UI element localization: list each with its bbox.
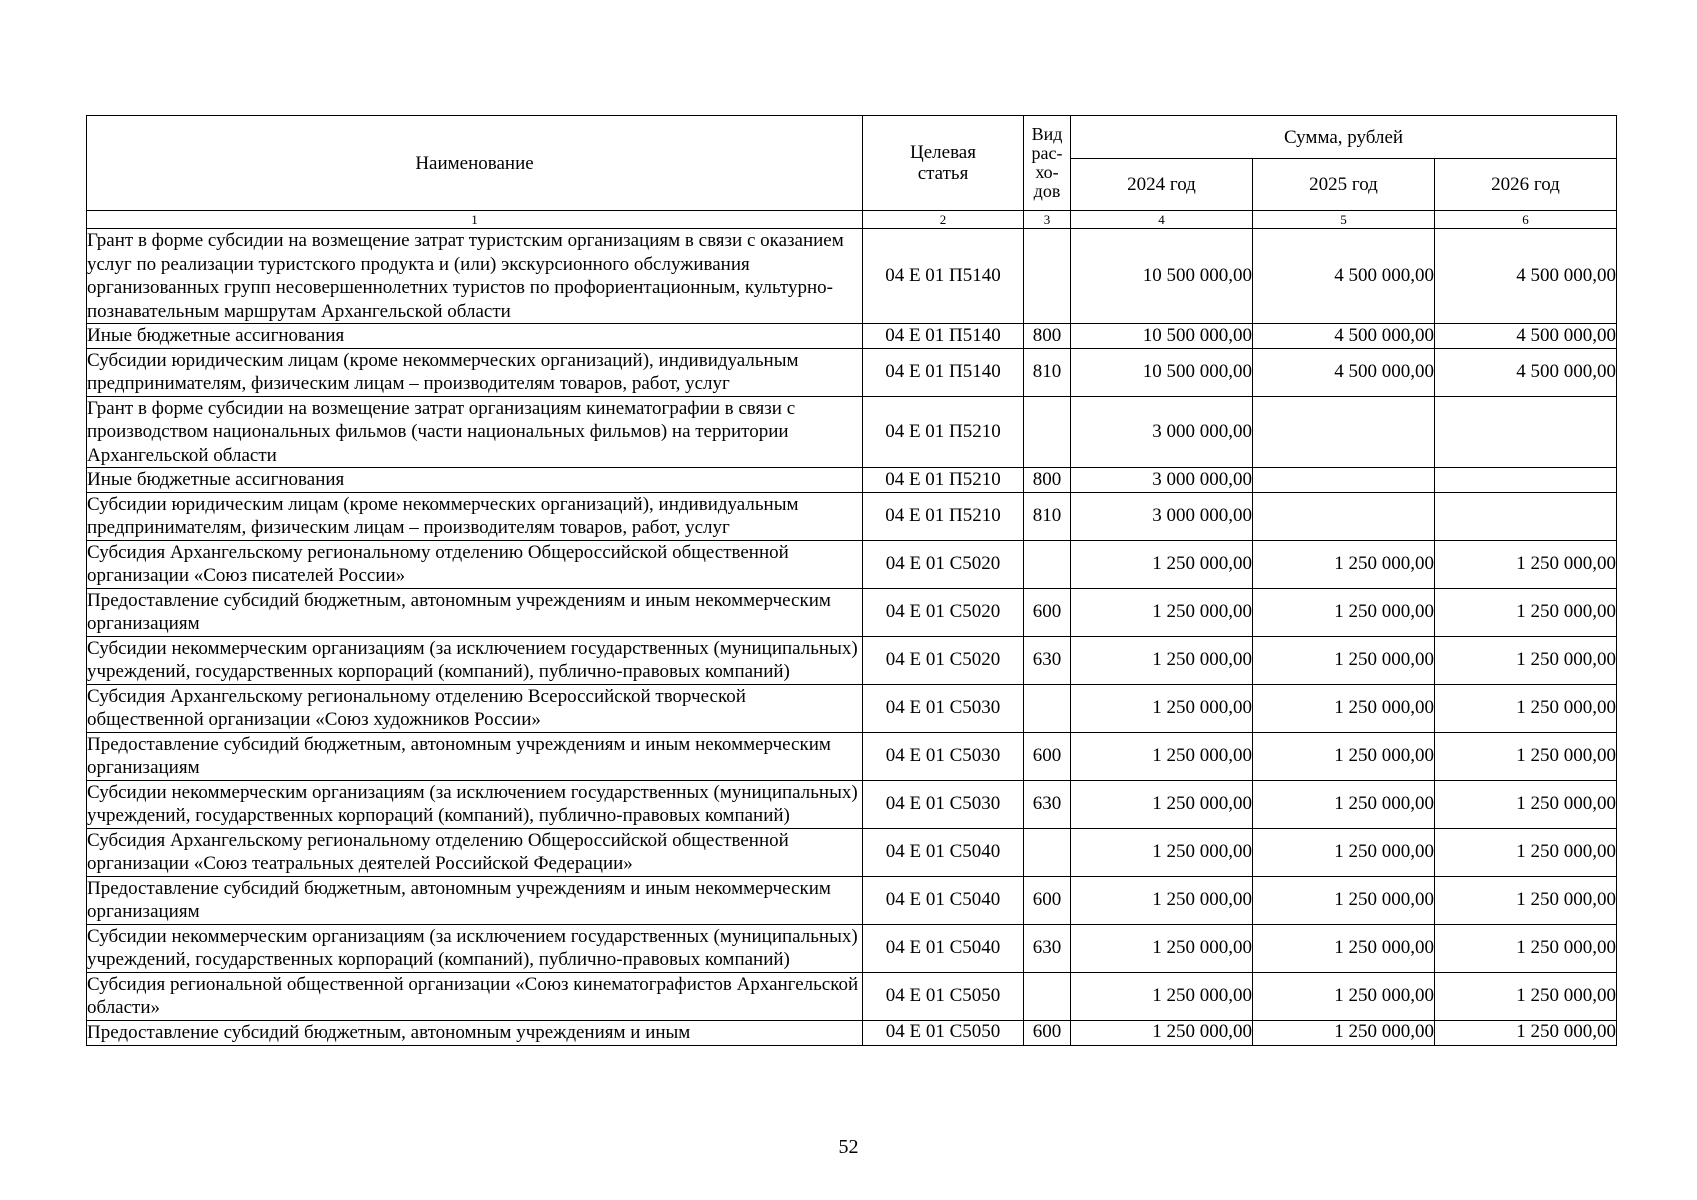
- table-row: [87, 492, 1617, 540]
- row-amount-2025: 4 500 000,00: [1253, 324, 1435, 349]
- row-name: Субсидия Архангельскому региональному отделению Общероссийской общественной организации «Союз писателей России»: [87, 540, 863, 588]
- row-expense-type: 800: [1024, 468, 1071, 493]
- row-target-code: 04 Е 01 С5020: [863, 588, 1024, 636]
- row-amount-2026: 1 250 000,00: [1435, 684, 1617, 732]
- table-body: [87, 229, 1617, 1046]
- column-number: 5: [1253, 211, 1435, 229]
- row-expense-type: 630: [1024, 636, 1071, 684]
- row-amount-2025: 4 500 000,00: [1253, 348, 1435, 396]
- row-target-code: 04 Е 01 С5050: [863, 972, 1024, 1020]
- table-row: [87, 1020, 1617, 1045]
- row-amount-2025: 1 250 000,00: [1253, 732, 1435, 780]
- row-amount-2024: 1 250 000,00: [1071, 780, 1253, 828]
- row-expense-type: [1024, 828, 1071, 876]
- row-amount-2024: 1 250 000,00: [1071, 540, 1253, 588]
- row-amount-2026: 1 250 000,00: [1435, 876, 1617, 924]
- header-target: Целевая статья: [863, 116, 1024, 211]
- table-row: [87, 732, 1617, 780]
- row-expense-type: 630: [1024, 780, 1071, 828]
- row-amount-2024: 1 250 000,00: [1071, 732, 1253, 780]
- row-expense-type: 600: [1024, 588, 1071, 636]
- row-amount-2025: 1 250 000,00: [1253, 780, 1435, 828]
- budget-table: [86, 115, 1617, 1046]
- table-row: [87, 780, 1617, 828]
- table-row: [87, 972, 1617, 1020]
- row-name: Иные бюджетные ассигнования: [87, 468, 863, 493]
- table-row: [87, 924, 1617, 972]
- row-name: Предоставление субсидий бюджетным, автономным учреждениям и иным некоммерческим организациям: [87, 876, 863, 924]
- row-target-code: 04 Е 01 П5210: [863, 492, 1024, 540]
- table-row: [87, 348, 1617, 396]
- row-amount-2026: 4 500 000,00: [1435, 348, 1617, 396]
- row-name: Иные бюджетные ассигнования: [87, 324, 863, 349]
- row-amount-2025: 1 250 000,00: [1253, 924, 1435, 972]
- column-number: 1: [87, 211, 863, 229]
- row-amount-2026: 1 250 000,00: [1435, 1020, 1617, 1045]
- row-name: Предоставление субсидий бюджетным, автономным учреждениям и иным: [87, 1020, 863, 1045]
- row-amount-2025: 1 250 000,00: [1253, 1020, 1435, 1045]
- row-expense-type: [1024, 540, 1071, 588]
- row-name: Предоставление субсидий бюджетным, автономным учреждениям и иным некоммерческим организациям: [87, 732, 863, 780]
- row-amount-2025: 1 250 000,00: [1253, 588, 1435, 636]
- row-amount-2025: [1253, 468, 1435, 493]
- column-number: 3: [1024, 211, 1071, 229]
- row-name: Субсидия Архангельскому региональному отделению Общероссийской общественной организации «Союз театральных деятелей Российской Федерации»: [87, 828, 863, 876]
- row-amount-2024: 3 000 000,00: [1071, 492, 1253, 540]
- row-amount-2025: 4 500 000,00: [1253, 229, 1435, 324]
- header-year-2024: 2024 год: [1071, 159, 1253, 211]
- row-amount-2024: 10 500 000,00: [1071, 348, 1253, 396]
- row-amount-2026: 4 500 000,00: [1435, 324, 1617, 349]
- row-expense-type: 600: [1024, 1020, 1071, 1045]
- row-name: Субсидии юридическим лицам (кроме некоммерческих организаций), индивидуальным предпринимателям, физическим лицам – производителям товаров, работ, услуг: [87, 492, 863, 540]
- column-number-row: [87, 211, 1617, 229]
- row-amount-2025: 1 250 000,00: [1253, 684, 1435, 732]
- row-expense-type: 600: [1024, 732, 1071, 780]
- row-amount-2026: 1 250 000,00: [1435, 588, 1617, 636]
- row-target-code: 04 Е 01 С5020: [863, 636, 1024, 684]
- row-expense-type: [1024, 229, 1071, 324]
- row-target-code: 04 Е 01 С5040: [863, 876, 1024, 924]
- row-expense-type: [1024, 972, 1071, 1020]
- row-amount-2026: 1 250 000,00: [1435, 636, 1617, 684]
- row-amount-2024: 1 250 000,00: [1071, 636, 1253, 684]
- row-expense-type: [1024, 396, 1071, 468]
- row-name: Предоставление субсидий бюджетным, автономным учреждениям и иным некоммерческим организациям: [87, 588, 863, 636]
- row-expense-type: 630: [1024, 924, 1071, 972]
- row-amount-2025: 1 250 000,00: [1253, 972, 1435, 1020]
- row-target-code: 04 Е 01 П5140: [863, 348, 1024, 396]
- table-row: [87, 588, 1617, 636]
- row-amount-2025: 1 250 000,00: [1253, 828, 1435, 876]
- row-expense-type: 810: [1024, 492, 1071, 540]
- row-target-code: 04 Е 01 П5210: [863, 468, 1024, 493]
- row-target-code: 04 Е 01 С5040: [863, 924, 1024, 972]
- row-amount-2025: 1 250 000,00: [1253, 636, 1435, 684]
- row-expense-type: 600: [1024, 876, 1071, 924]
- row-amount-2024: 10 500 000,00: [1071, 229, 1253, 324]
- table-row: [87, 876, 1617, 924]
- row-amount-2026: 1 250 000,00: [1435, 924, 1617, 972]
- column-number: 4: [1071, 211, 1253, 229]
- header-name: Наименование: [87, 116, 863, 211]
- row-amount-2024: 1 250 000,00: [1071, 972, 1253, 1020]
- column-number: 2: [863, 211, 1024, 229]
- row-amount-2024: 3 000 000,00: [1071, 396, 1253, 468]
- row-expense-type: [1024, 684, 1071, 732]
- table-row: [87, 540, 1617, 588]
- row-amount-2024: 1 250 000,00: [1071, 1020, 1253, 1045]
- row-amount-2026: 1 250 000,00: [1435, 732, 1617, 780]
- row-amount-2024: 1 250 000,00: [1071, 588, 1253, 636]
- row-target-code: 04 Е 01 П5210: [863, 396, 1024, 468]
- row-amount-2025: [1253, 396, 1435, 468]
- column-number: 6: [1435, 211, 1617, 229]
- row-amount-2024: 1 250 000,00: [1071, 876, 1253, 924]
- row-amount-2026: 1 250 000,00: [1435, 828, 1617, 876]
- header-sum: Сумма, рублей: [1071, 116, 1617, 159]
- row-amount-2026: [1435, 468, 1617, 493]
- row-target-code: 04 Е 01 П5140: [863, 324, 1024, 349]
- header-row: [87, 116, 1617, 159]
- row-expense-type: 810: [1024, 348, 1071, 396]
- header-year-2026: 2026 год: [1435, 159, 1617, 211]
- row-amount-2026: 1 250 000,00: [1435, 540, 1617, 588]
- row-amount-2026: [1435, 492, 1617, 540]
- row-target-code: 04 Е 01 С5030: [863, 780, 1024, 828]
- table-row: [87, 229, 1617, 324]
- row-amount-2024: 1 250 000,00: [1071, 684, 1253, 732]
- row-amount-2026: 1 250 000,00: [1435, 780, 1617, 828]
- row-name: Субсидия региональной общественной организации «Союз кинематографистов Архангельской области»: [87, 972, 863, 1020]
- table-row: [87, 324, 1617, 349]
- row-amount-2024: 1 250 000,00: [1071, 828, 1253, 876]
- row-name: Субсидии юридическим лицам (кроме некоммерческих организаций), индивидуальным предпринимателям, физическим лицам – производителям товаров, работ, услуг: [87, 348, 863, 396]
- row-target-code: 04 Е 01 С5020: [863, 540, 1024, 588]
- table-row: [87, 396, 1617, 468]
- row-target-code: 04 Е 01 С5040: [863, 828, 1024, 876]
- table-row: [87, 468, 1617, 493]
- row-target-code: 04 Е 01 С5030: [863, 684, 1024, 732]
- row-amount-2025: 1 250 000,00: [1253, 876, 1435, 924]
- table-row: [87, 684, 1617, 732]
- row-amount-2024: 1 250 000,00: [1071, 924, 1253, 972]
- row-name: Субсидии некоммерческим организациям (за исключением государственных (муниципальных) учреждений, государственных корпораций (компаний), публично-правовых компаний): [87, 636, 863, 684]
- row-amount-2024: 3 000 000,00: [1071, 468, 1253, 493]
- table-row: [87, 636, 1617, 684]
- row-amount-2026: 4 500 000,00: [1435, 229, 1617, 324]
- row-target-code: 04 Е 01 С5050: [863, 1020, 1024, 1045]
- page-number: 52: [838, 1136, 859, 1158]
- row-amount-2026: [1435, 396, 1617, 468]
- row-expense-type: 800: [1024, 324, 1071, 349]
- table-row: [87, 828, 1617, 876]
- row-name: Субсидии некоммерческим организациям (за исключением государственных (муниципальных) учреждений, государственных корпораций (компаний), публично-правовых компаний): [87, 780, 863, 828]
- row-amount-2026: 1 250 000,00: [1435, 972, 1617, 1020]
- row-name: Субсидия Архангельскому региональному отделению Всероссийской творческой общественной организации «Союз художников России»: [87, 684, 863, 732]
- row-amount-2025: [1253, 492, 1435, 540]
- row-target-code: 04 Е 01 С5030: [863, 732, 1024, 780]
- header-year-2025: 2025 год: [1253, 159, 1435, 211]
- row-amount-2024: 10 500 000,00: [1071, 324, 1253, 349]
- row-name: Субсидии некоммерческим организациям (за исключением государственных (муниципальных) учреждений, государственных корпораций (компаний), публично-правовых компаний): [87, 924, 863, 972]
- row-target-code: 04 Е 01 П5140: [863, 229, 1024, 324]
- header-vid: Вид рас-хо-дов: [1024, 116, 1071, 211]
- row-amount-2025: 1 250 000,00: [1253, 540, 1435, 588]
- row-name: Грант в форме субсидии на возмещение затрат туристским организациям в связи с оказанием услуг по реализации туристского продукта и (или) экскурсионного обслуживания организованных групп несовершеннолетних туристов по профориентационным, культурно-познавательным маршрутам Архангельской области: [87, 229, 863, 324]
- row-name: Грант в форме субсидии на возмещение затрат организациям кинематографии в связи с производством национальных фильмов (части национальных фильмов) на территории Архангельской области: [87, 396, 863, 468]
